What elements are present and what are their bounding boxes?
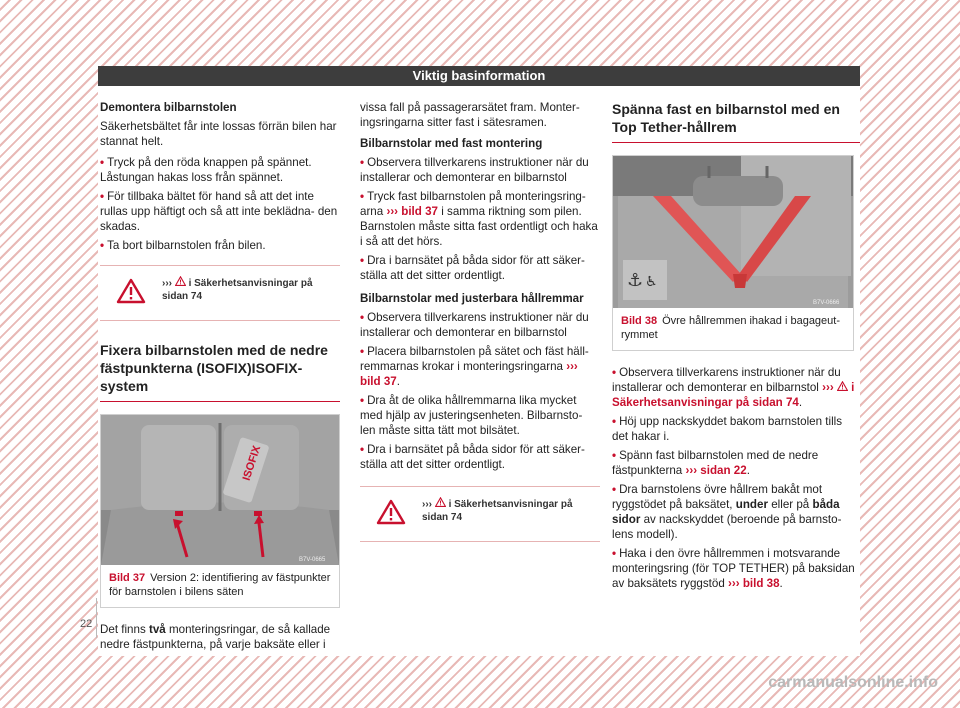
reference-link-bild-37[interactable]: ››› bild 37 <box>386 205 438 218</box>
list-item: • Placera bilbarnstolen på sätet och fäst häll- remmarnas krokar i monteringsringarna ››› bild 37. <box>360 345 589 388</box>
list-item: • Observera tillverkarens instruktioner när du installerar och demonterar en bilbarnstol ››› i Säkerhetsanvisningar på sidan 74. <box>612 366 855 409</box>
continuation-text: vissa fall på passagerarsätet fram. Monter- ingsringarna sitter fast i sätesramen. <box>360 101 580 129</box>
warning-link[interactable]: ››› i Säkerhetsanvisningar på sidan 74 <box>422 499 573 523</box>
heading-remove-seat: Demontera bilbarnstolen <box>100 101 237 114</box>
reference-link-sidan-22[interactable]: ››› sidan 22 <box>685 464 747 477</box>
reference-link-bild-38[interactable]: ››› bild 38 <box>728 577 780 590</box>
list-item: • Tryck på den röda knappen på spännet. Låstungan hakas loss från spännet. <box>100 156 312 184</box>
list-item: • Observera tillverkarens instruktioner när du installerar och demonterar en bilbarnstol <box>360 156 589 184</box>
list-item: • Observera tillverkarens instruktioner när du installerar och demonterar en bilbarnstol <box>360 311 589 339</box>
figure-38-image <box>613 156 853 308</box>
warning-icon <box>376 499 406 525</box>
figure-38 <box>612 155 854 351</box>
section-title-isofix: Fixera bilbarnstolen med de nedre fästpunkterna (ISOFIX)ISOFIX-system <box>100 341 340 402</box>
reference-link-bild-37[interactable]: ››› bild 37 <box>360 360 578 388</box>
column-2 <box>360 100 600 548</box>
figure-37-image <box>101 415 339 565</box>
child-seat-icon: ♿ <box>645 274 658 290</box>
intro-text: Säkerhetsbältet får inte lossas förrän bilen har stannat helt. <box>100 120 337 148</box>
anchor-icon: ⚓ <box>627 270 644 291</box>
warning-icon <box>116 278 146 304</box>
figure-code: B7V-0666 <box>813 300 840 306</box>
list-item: • Ta bort bilbarnstolen från bilen. <box>100 239 266 252</box>
list-item: • Dra i barnsätet på båda sidor för att säker- ställa att det sitter ordentligt. <box>360 254 585 282</box>
heading-adjustable-straps: Bilbarnstolar med justerbara hållremmar <box>360 292 584 305</box>
section-title-top-tether: Spänna fast en bilbarnstol med en Top Tether-hållrem <box>612 100 860 143</box>
small-warning-icon <box>175 276 186 286</box>
figure-code: B7V-0665 <box>299 557 326 563</box>
closing-paragraph: Det finns två monteringsringar, de så kallade nedre fästpunkterna, på varje baksäte eller i <box>100 623 331 651</box>
warning-box <box>100 265 340 321</box>
list-item: • Dra barnstolens övre hållrem bakåt mot ryggstödet på baksätet, under eller på båda sidor av nackskyddet (beroende på barnsto- lens modell). <box>612 483 842 541</box>
warning-box <box>360 486 600 542</box>
figure-37 <box>100 414 340 608</box>
list-item: • Dra i barnsätet på båda sidor för att säker- ställa att det sitter ordentligt. <box>360 443 585 471</box>
reference-link-safety[interactable]: ››› i Säkerhetsanvisningar på sidan 74 <box>612 381 855 409</box>
figure-37-caption: Bild 37 Version 2: identifiering av fästpunkter för barnstolen i bilens säten <box>109 572 331 598</box>
figure-38-caption: Bild 38 Övre hållremmen ihakad i bagageut- rymmet <box>621 315 841 341</box>
page-header-title: Viktig basinformation <box>98 66 860 86</box>
heading-fixed-mount: Bilbarnstolar med fast montering <box>360 137 543 150</box>
small-warning-icon <box>837 381 848 391</box>
list-item: • Tryck fast bilbarnstolen på monteringsring- arna ››› bild 37 i samma riktning som pilen. Barnstolen måste sitta fast ordentligt och haka i så att det hörs. <box>360 190 598 248</box>
list-item: • Haka i den övre hållremmen i motsvarande monteringsring (för TOP TETHER) på baksidan av baksätets ryggstöd ››› bild 38. <box>612 547 855 590</box>
small-warning-icon <box>435 497 446 507</box>
page-number: 22 <box>80 618 93 630</box>
column-3 <box>612 100 860 595</box>
list-item: • Höj upp nackskyddet bakom barnstolen tills det hakar i. <box>612 415 843 443</box>
warning-link[interactable]: ››› i Säkerhetsanvisningar på sidan 74 <box>162 278 313 302</box>
watermark: carmanualsonline.info <box>768 674 938 691</box>
column-1 <box>100 100 340 658</box>
list-item: • För tillbaka bältet för hand så att det inte rullas upp häftigt och så att inte beklädna- den skadas. <box>100 190 338 233</box>
isofix-tag: ISOFIX <box>240 444 264 483</box>
list-item: • Dra åt de olika hållremmarna lika mycket med hjälp av justeringsenheten. Bilbarnsto- len måste sitta tätt mot bilsätet. <box>360 394 583 437</box>
list-item: • Spänn fast bilbarnstolen med de nedre fästpunkterna ››› sidan 22. <box>612 449 819 477</box>
